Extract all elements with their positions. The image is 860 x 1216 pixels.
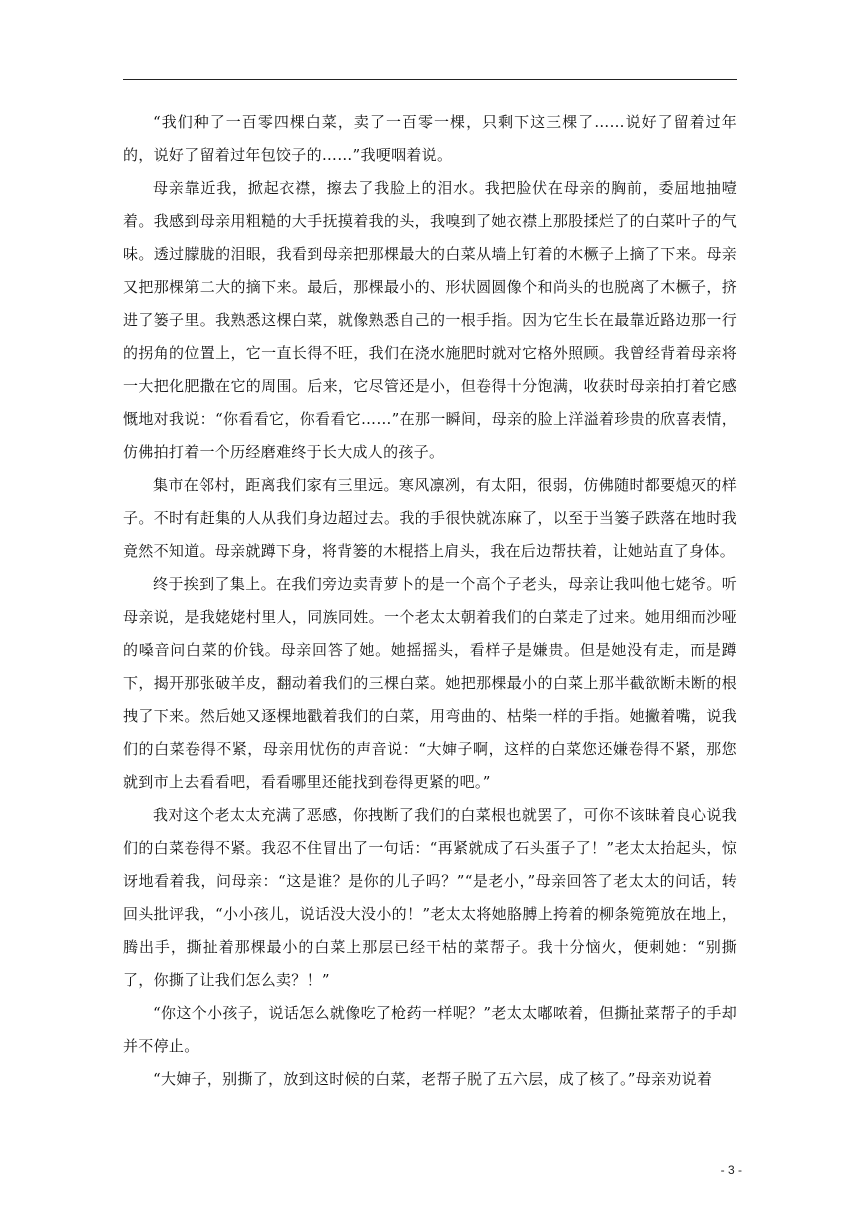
paragraph: “你这个小孩子，说话怎么就像吃了枪药一样呢？”老太太嘟哝着，但撕扯菜帮子的手却并不停止。 xyxy=(123,1004,737,1055)
paragraph: 终于挨到了集上。在我们旁边卖青萝卜的是一个高个子老头，母亲让我叫他七姥爷。听母亲说，是我姥姥村里人，同族同姓。一个老太太朝着我们的白菜走了过来。她用细而沙哑的嗓音问白菜的价钱。母亲回答了她。她摇摇头，看样子是嫌贵。但是她没有走，而是蹲下，揭开那张破羊皮，翻动着我们的三棵白菜。她把那棵最小的白菜上那半截欲断未断的根拽了下来。然后她又逐棵地戳着我们的白菜，用弯曲的、枯柴一样的手指。她撇着嘴，说我们的白菜卷得不紧，母亲用忧伤的声音说：“大婶子啊，这样的白菜您还嫌卷得不紧，那您就到市上去看看吧，看看哪里还能找到卷得更紧的吧。” xyxy=(123,575,737,791)
paragraph: “大婶子，别撕了，放到这时候的白菜，老帮子脱了五六层，成了核了。”母亲劝说着 xyxy=(153,1070,713,1088)
paragraph: 母亲靠近我，掀起衣襟，擦去了我脸上的泪水。我把脸伏在母亲的胸前，委屈地抽噎着。我感到母亲用粗糙的大手抚摸着我的头，我嗅到了她衣襟上那股揉烂了的白菜叶子的气味。透过朦胧的泪眼，我看到母亲把那棵最大的白菜从墙上钉着的木橛子上摘了下来。母亲又把那棵第二大的摘下来。最后，那棵最小的、形状圆圆像个和尚头的也脱离了木橛子，挤进了篓子里。我熟悉这棵白菜，就像熟悉自己的一根手指。因为它生长在最靠近路边那一行的拐角的位置上，它一直长得不旺，我们在浇水施肥时就对它格外照顾。我曾经背着母亲将一大把化肥撒在它的周围。后来，它尽管还是小，但卷得十分饱满，收获时母亲拍打着它感慨地对我说：“你看看它，你看看它……”在那一瞬间，母亲的脸上洋溢着珍贵的欣喜表情，仿佛拍打着一个历经磨难终于长大成人的孩子。 xyxy=(123,179,737,461)
paragraph: 我对这个老太太充满了恶感，你拽断了我们的白菜根也就罢了，可你不该昧着良心说我们的白菜卷得不紧。我忍不住冒出了一句话：“再紧就成了石头蛋子了！”老太太抬起头，惊讶地看着我，问母亲：“这是谁？是你的儿子吗？”“是老小，”母亲回答了老太太的问话，转回头批评我，“小小孩儿，说话没大没小的！”老太太将她胳膊上挎着的柳条箢篼放在地上，腾出手，撕扯着那棵最小的白菜上那层已经干枯的菜帮子。我十分恼火，便刺她：“别撕了，你撕了让我们怎么卖？！” xyxy=(123,806,737,989)
header-rule xyxy=(123,79,737,80)
page-number: - 3 - xyxy=(720,1163,742,1177)
document-body xyxy=(123,106,737,1096)
paragraph: 集市在邻村，距离我们家有三里远。寒风凛冽，有太阳，很弱，仿佛随时都要熄灭的样子。不时有赶集的人从我们身边超过去。我的手很快就冻麻了，以至于当篓子跌落在地时我竟然不知道。母亲就蹲下身，将背篓的木棍搭上肩头，我在后边帮扶着，让她站直了身体。 xyxy=(123,476,737,560)
paragraph: “我们种了一百零四棵白菜，卖了一百零一棵，只剩下这三棵了……说好了留着过年的，说好了留着过年包饺子的……”我哽咽着说。 xyxy=(123,113,737,164)
